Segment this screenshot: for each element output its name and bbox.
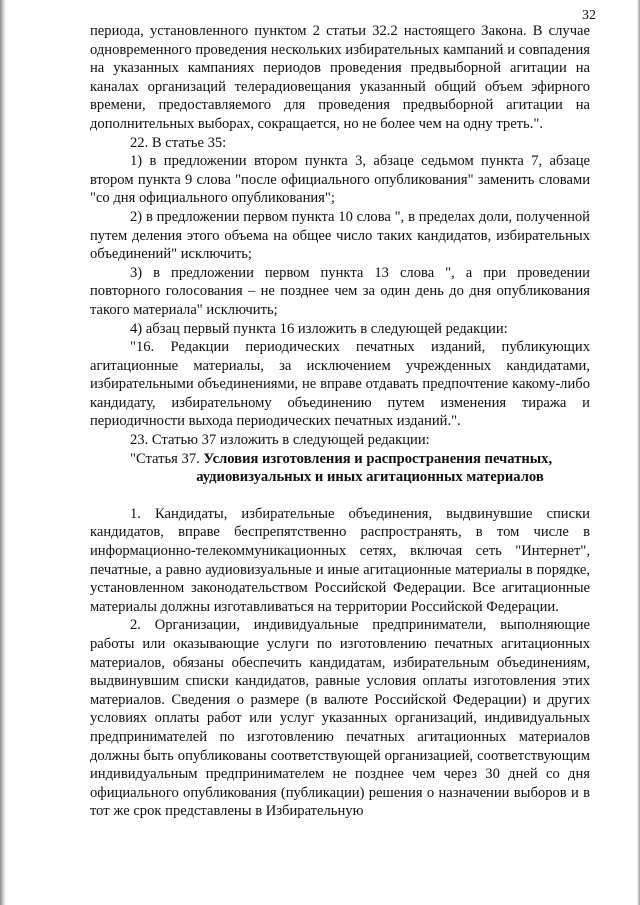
paragraph-continuation: периода, установленного пунктом 2 статьи 32.2 настоящего Закона. В случае одновременного проведения нескольких избирательных кампаний и совпадения на указанных кампаниях периодов проведения предвыборной агитации на каналах организаций телерадиовещания указанный общий объем эфирного времени, предоставляемого для проведения предвыборной агитации на дополнительных выборах, сокращается, но не более чем на одну треть.". [90, 23, 590, 132]
paragraph-article-point-1: 1. Кандидаты, избирательные объединения, выдвинувшие списки кандидатов, вправе беспрепятственно распространять, в том числе в информационно-телекоммуникационных сетях, включая сеть "Интернет", печатные, а равно аудиовизуальные и иные агитационные материалы в порядке, установленном законодательством Российской Федерации. Все агитационные материалы должны изготавливаться на территории Российской Федерации. [90, 505, 590, 615]
article-title [90, 450, 590, 487]
page-number: 32 [582, 8, 596, 23]
article-prefix: "Статья 37. [130, 450, 204, 467]
article-title-line1: Условия изготовления и распространения печатных, [203, 450, 553, 467]
spacer [90, 487, 590, 505]
paragraph-article-point-2: 2. Организации, индивидуальные предприниматели, выполняющие работы или оказывающие услуги по изготовлению печатных агитационных материалов, обязаны обеспечить кандидатам, избирательным объединениям, выдвинувшим списки кандидатов, равные условия оплаты изготовления этих материалов. Сведения о размере (в валюте Российской Федерации) и других условиях оплаты работ или услуг указанных организаций, индивидуальных предпринимателей по изготовлению печатных агитационных материалов должны быть опубликованы соответствующей организацией, соответствующим индивидуальным предпринимателем не позднее чем через 30 дней со дня официального опубликования (публикации) решения о назначении выборов и в тот же срок представлены в Избирательную [90, 617, 590, 820]
paragraph-subitem-1: 1) в предложении втором пункта 3, абзаце седьмом пункта 7, абзаце втором пункта 9 слова "после официального опубликования" заменить словами "со дня официального опубликования"; [90, 153, 590, 207]
paragraph-item-22: 22. В статье 35: [130, 134, 227, 151]
paragraph-subitem-3: 3) в предложении первом пункта 13 слова ", а при проведении повторного голосования – не позднее чем за один день до дня опубликования такого материала" исключить; [90, 264, 590, 318]
paragraph-item-23: 23. Статью 37 изложить в следующей редакции: [130, 432, 430, 449]
article-title-line2: аудиовизуальных и иных агитационных материалов [196, 469, 544, 486]
paragraph-subitem-4: 4) абзац первый пункта 16 изложить в следующей редакции: [130, 320, 508, 337]
scan-edge-left [0, 0, 6, 905]
document-body [90, 22, 590, 821]
paragraph-point-16: "16. Редакции периодических печатных изданий, публикующих агитационные материалы, за исключением учрежденных кандидатами, избирательными объединениями, не вправе отдавать предпочтение какому-либо кандидату, избирательному объединению путем изменения тиража и периодичности выхода периодических печатных изданий.". [90, 339, 590, 430]
paragraph-subitem-2: 2) в предложении первом пункта 10 слова ", в пределах доли, полученной путем деления этого объема на общее число таких кандидатов, избирательных объединений" исключить; [90, 208, 590, 263]
